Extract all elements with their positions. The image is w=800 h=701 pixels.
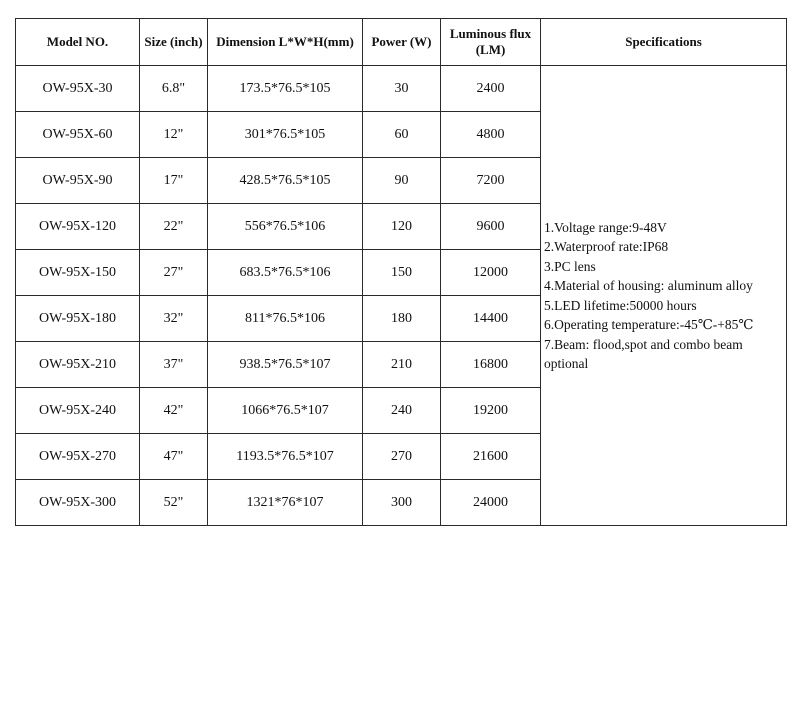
cell-size: 27" [140,250,208,296]
cell-power: 120 [363,204,441,250]
cell-flux: 24000 [441,480,541,526]
product-spec-table [15,18,787,526]
cell-flux: 2400 [441,66,541,112]
cell-power: 90 [363,158,441,204]
header-power: Power (W) [363,19,441,66]
cell-flux: 9600 [441,204,541,250]
spec-item: 3.PC lens [544,258,596,274]
cell-model: OW-95X-150 [16,250,140,296]
spec-item: 6.Operating temperature:-45℃-+85℃ [544,317,754,332]
cell-dimension: 1193.5*76.5*107 [208,434,363,480]
cell-flux: 14400 [441,296,541,342]
header-size: Size (inch) [140,19,208,66]
cell-size: 42" [140,388,208,434]
cell-size: 37" [140,342,208,388]
spec-item: 4.Material of housing: aluminum alloy [544,278,753,293]
cell-dimension: 811*76.5*106 [208,296,363,342]
header-model: Model NO. [16,19,140,66]
cell-power: 210 [363,342,441,388]
cell-dimension: 938.5*76.5*107 [208,342,363,388]
cell-model: OW-95X-60 [16,112,140,158]
cell-model: OW-95X-180 [16,296,140,342]
cell-power: 30 [363,66,441,112]
cell-model: OW-95X-90 [16,158,140,204]
cell-power: 150 [363,250,441,296]
cell-size: 6.8" [140,66,208,112]
cell-size: 52" [140,480,208,526]
cell-dimension: 1066*76.5*107 [208,388,363,434]
spec-item: 7.Beam: flood,spot and combo beam optional [544,336,743,371]
cell-power: 240 [363,388,441,434]
spec-item: 1.Voltage range:9-48V [544,219,667,235]
header-dimension: Dimension L*W*H(mm) [208,19,363,66]
cell-flux: 16800 [441,342,541,388]
cell-power: 60 [363,112,441,158]
cell-model: OW-95X-270 [16,434,140,480]
cell-dimension: 556*76.5*106 [208,204,363,250]
header-row [16,19,787,66]
cell-model: OW-95X-240 [16,388,140,434]
cell-flux: 19200 [441,388,541,434]
cell-size: 32" [140,296,208,342]
cell-size: 47" [140,434,208,480]
spec-item: 5.LED lifetime:50000 hours [544,297,697,313]
cell-flux: 12000 [441,250,541,296]
cell-flux: 7200 [441,158,541,204]
cell-power: 300 [363,480,441,526]
cell-dimension: 428.5*76.5*105 [208,158,363,204]
cell-size: 17" [140,158,208,204]
specifications-cell [541,66,787,526]
cell-power: 270 [363,434,441,480]
cell-size: 12" [140,112,208,158]
cell-model: OW-95X-300 [16,480,140,526]
cell-size: 22" [140,204,208,250]
cell-dimension: 173.5*76.5*105 [208,66,363,112]
header-specifications: Specifications [541,19,787,66]
spec-item: 2.Waterproof rate:IP68 [544,239,669,254]
cell-power: 180 [363,296,441,342]
cell-dimension: 1321*76*107 [208,480,363,526]
cell-flux: 21600 [441,434,541,480]
cell-model: OW-95X-210 [16,342,140,388]
cell-model: OW-95X-120 [16,204,140,250]
table-row [16,66,787,112]
header-flux: Luminous flux (LM) [441,19,541,66]
cell-dimension: 683.5*76.5*106 [208,250,363,296]
cell-dimension: 301*76.5*105 [208,112,363,158]
cell-model: OW-95X-30 [16,66,140,112]
cell-flux: 4800 [441,112,541,158]
